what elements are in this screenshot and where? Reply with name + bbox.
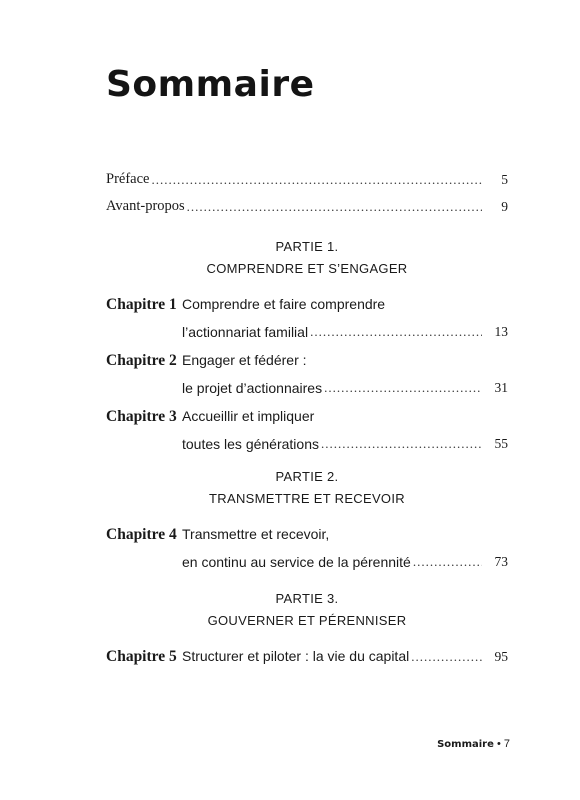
chapter-number: Chapitre 2 <box>106 352 177 369</box>
chapter-page: 13 <box>494 324 508 339</box>
toc-chapter-1[interactable] <box>106 296 508 340</box>
chapter-page: 55 <box>494 436 508 451</box>
chapter-number: Chapitre 1 <box>106 296 177 313</box>
page-footer <box>437 738 510 750</box>
chapter-title-line2: l’actionnariat familial <box>182 324 309 340</box>
dot-leader <box>321 436 482 452</box>
dot-leader <box>411 649 482 665</box>
chapter-title-line2: en continu au service de la pérennité <box>182 554 411 570</box>
footer-label: Sommaire <box>437 739 494 750</box>
part-heading-2 <box>106 466 508 510</box>
toc-chapter-5[interactable] <box>106 648 508 670</box>
toc-chapter-3[interactable] <box>106 408 508 452</box>
chapter-page: 31 <box>494 380 508 395</box>
toc-entry-label: Préface <box>106 171 150 187</box>
toc-entry-label: Avant-propos <box>106 198 185 214</box>
toc-chapter-2[interactable] <box>106 352 508 396</box>
page-title: Sommaire <box>106 64 315 105</box>
chapter-title-line1: Structurer et piloter : la vie du capital <box>182 648 410 664</box>
part-number: PARTIE 3. <box>275 591 339 606</box>
toc-entry-preface[interactable] <box>106 168 508 188</box>
part-heading-3 <box>106 588 508 632</box>
part-title: TRANSMETTRE ET RECEVOIR <box>209 491 405 506</box>
chapter-title-line2: le projet d’actionnaires <box>182 380 323 396</box>
chapter-title-line1: Comprendre et faire comprendre <box>182 296 386 312</box>
part-title: GOUVERNER ET PÉRENNISER <box>207 613 407 628</box>
toc-chapter-4[interactable] <box>106 526 508 570</box>
chapter-title-line1: Engager et fédérer : <box>182 352 307 368</box>
part-heading-1 <box>106 236 508 280</box>
chapter-title-line2: toutes les générations <box>182 436 319 452</box>
footer-separator: • <box>496 738 501 750</box>
chapter-page: 95 <box>494 649 508 664</box>
dot-leader <box>413 554 482 570</box>
dot-leader <box>151 172 482 188</box>
part-number: PARTIE 1. <box>275 239 339 254</box>
footer-page-number: 7 <box>503 738 510 750</box>
dot-leader <box>187 199 482 215</box>
chapter-page: 73 <box>494 554 508 569</box>
chapter-number: Chapitre 5 <box>106 648 177 665</box>
part-number: PARTIE 2. <box>275 469 339 484</box>
toc-entry-page: 5 <box>501 172 508 187</box>
chapter-title-line1: Accueillir et impliquer <box>182 408 315 424</box>
toc-entry-page: 9 <box>501 199 508 214</box>
chapter-number: Chapitre 3 <box>106 408 177 425</box>
part-title: COMPRENDRE ET S’ENGAGER <box>206 261 408 276</box>
chapter-title-line1: Transmettre et recevoir, <box>182 526 330 542</box>
dot-leader <box>310 324 482 340</box>
toc-entry-avant-propos[interactable] <box>106 195 508 215</box>
chapter-number: Chapitre 4 <box>106 526 177 543</box>
dot-leader <box>324 380 482 396</box>
